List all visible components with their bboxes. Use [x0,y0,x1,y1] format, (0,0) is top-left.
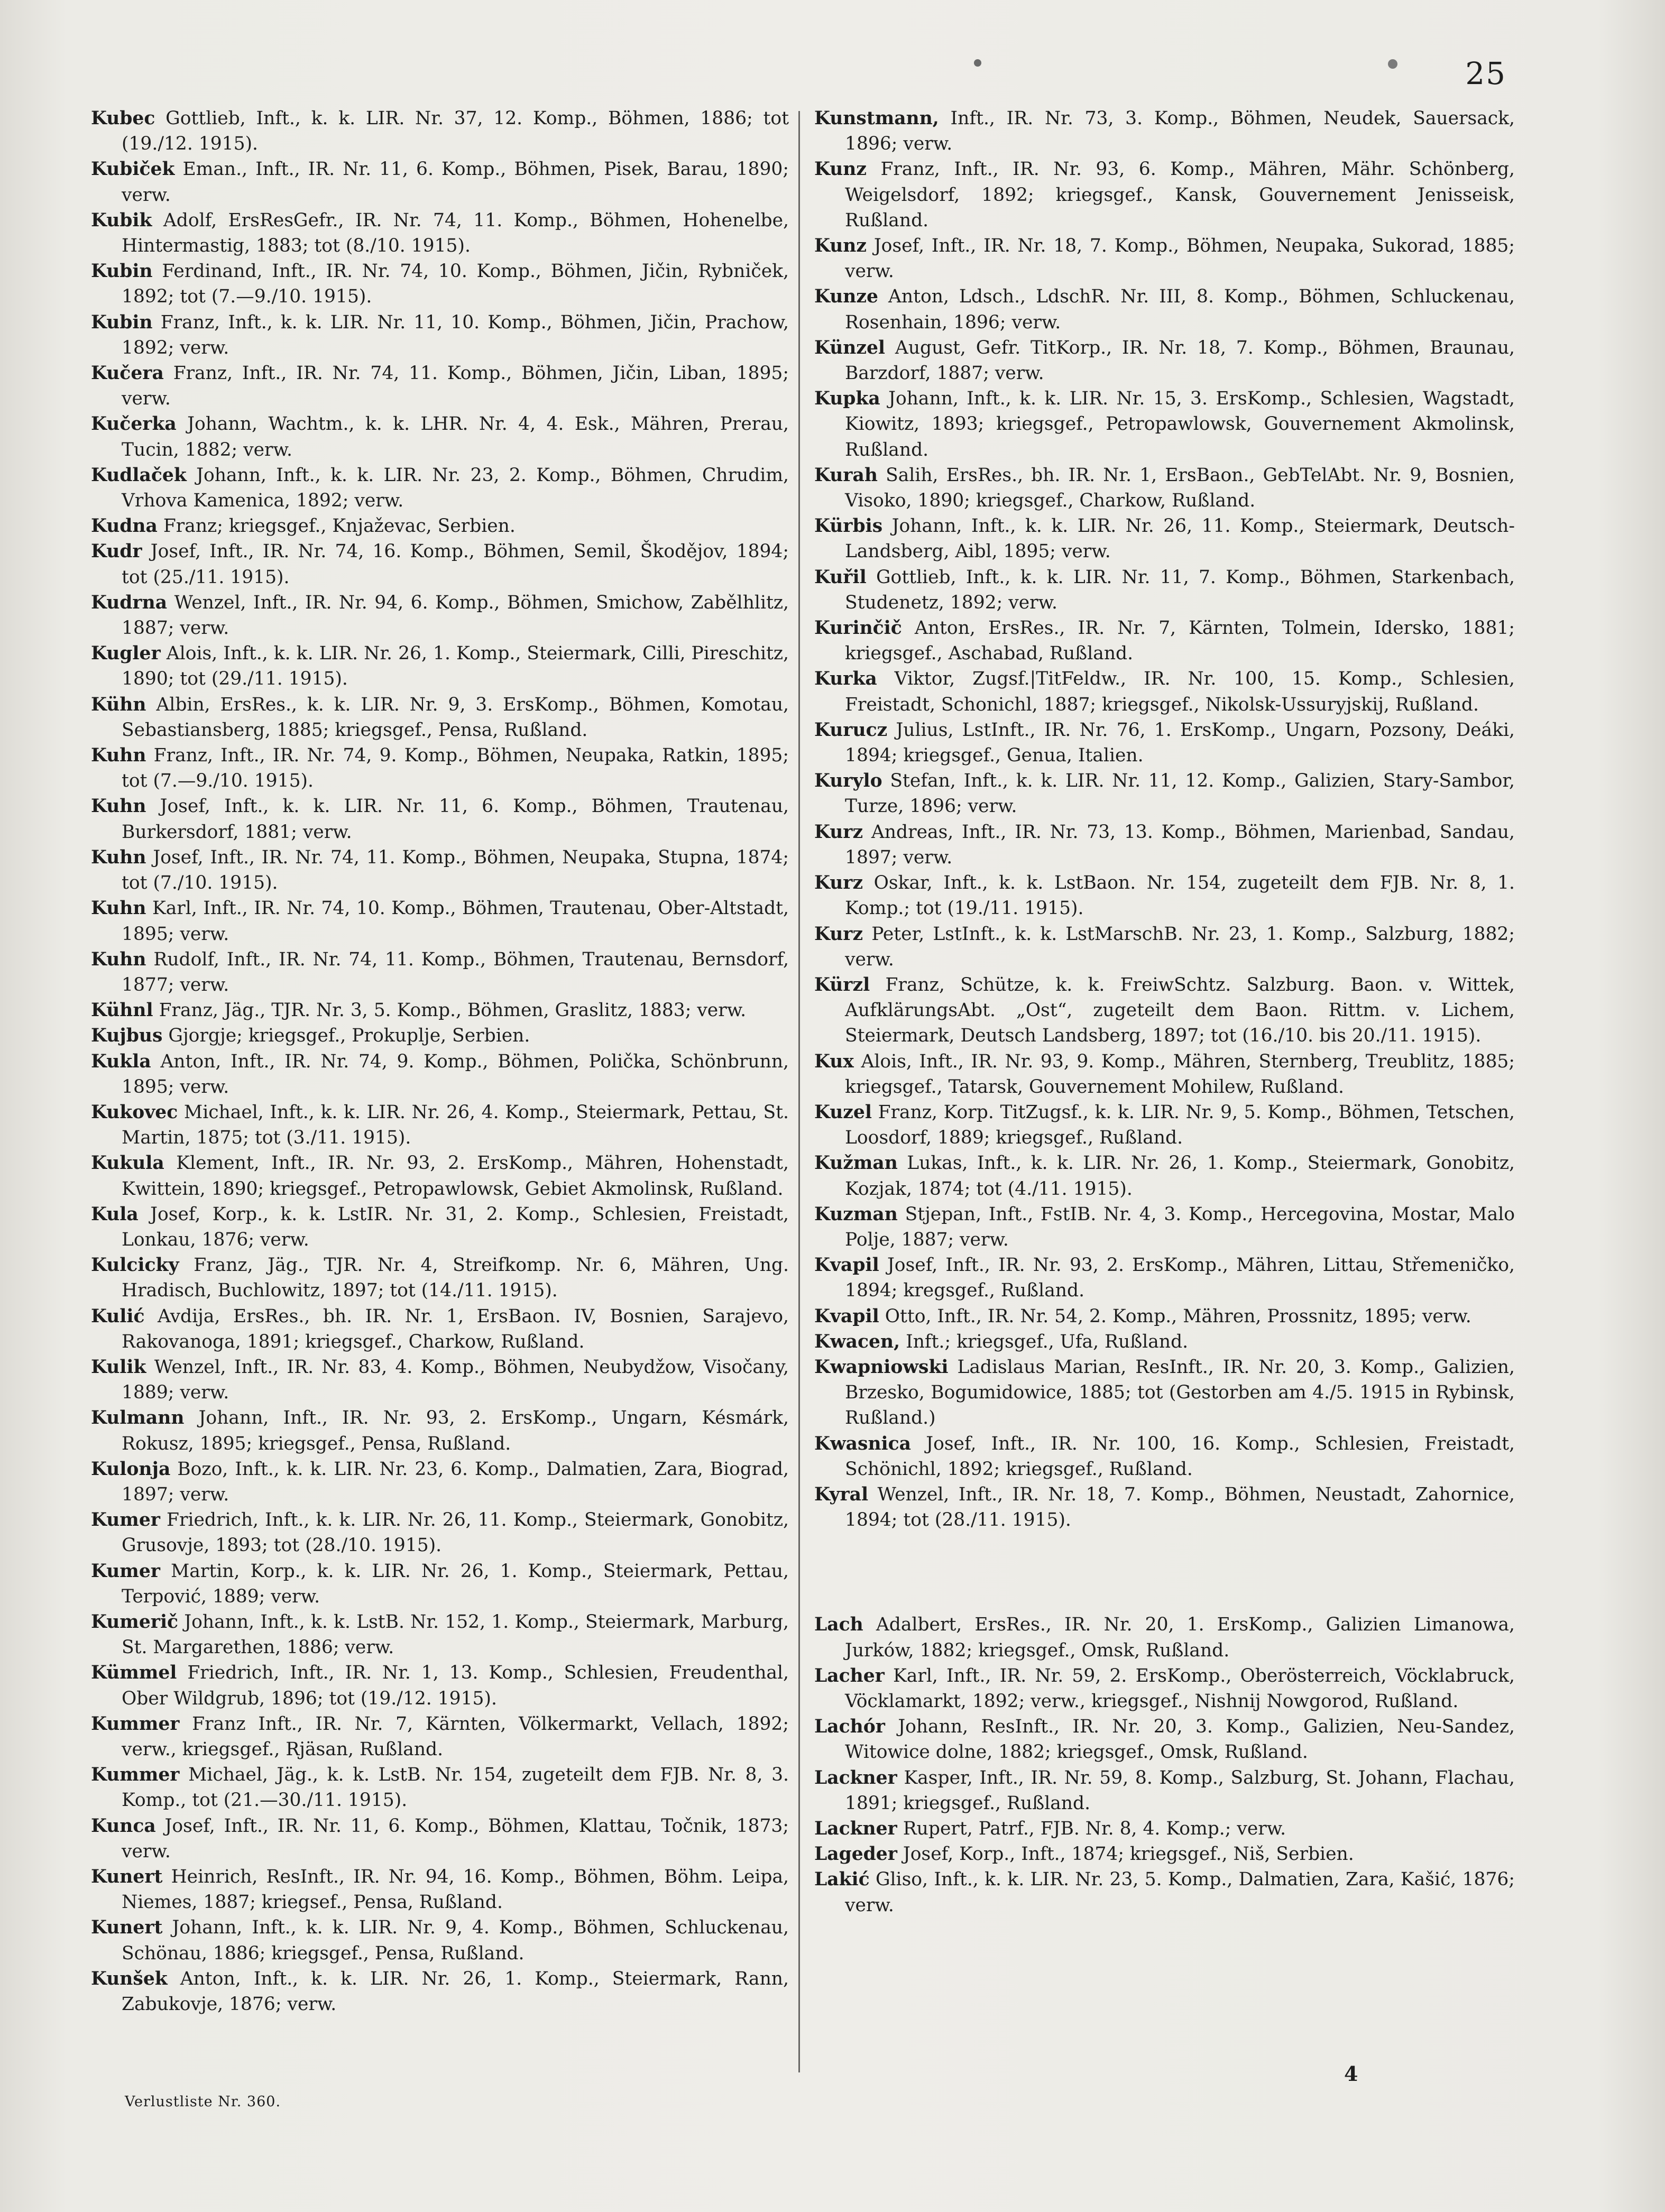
entry-details: Inft.; kriegsgef., Ufa, Rußland. [906,1331,1189,1352]
entry-surname: Kubik [91,209,152,231]
entry-surname: Kubin [91,311,153,333]
entry-surname: Kümmel [91,1662,177,1684]
entry-details: Stefan, Inft., k. k. LIR. Nr. 11, 12. Komp., Galizien, Stary-Sambor, Turze, 1896; verw. [845,770,1515,817]
entry-surname: Kumerič [91,1611,179,1633]
entry-surname: Kummer [91,1713,180,1735]
entry-surname: Kurz [814,821,863,843]
list-entry [91,1049,789,1100]
entry-surname: Kudr [91,541,142,563]
entry-details: Franz; kriegsgef., Knjaževac, Serbien. [163,515,516,537]
entry-surname: Lach [814,1614,863,1636]
entry-details: Karl, Inft., IR. Nr. 74, 10. Komp., Böhmen, Trautenau, Ober-Altstadt, 1895; verw. [122,898,789,945]
list-entry [91,1864,789,1915]
entry-details: Gottlieb, Inft., k. k. LIR. Nr. 11, 7. Komp., Böhmen, Starkenbach, Studenetz, 1892; verw. [845,566,1515,613]
entry-details: Josef, Inft., IR. Nr. 93, 2. ErsKomp., Mähren, Littau, Střemeničko, 1894; kregsgef., Rußland. [845,1255,1515,1302]
page-number: 25 [1465,56,1506,91]
list-entry [814,106,1515,156]
list-entry [814,1049,1515,1100]
list-entry [814,1329,1515,1354]
entry-surname: Kunstmann, [814,108,939,129]
entry-details: Josef, Korp., Inft., 1874; kriegsgef., Niš, Serbien. [903,1844,1354,1865]
list-entry [814,156,1515,233]
entry-details: Franz, Inft., IR. Nr. 74, 9. Komp., Böhmen, Neupaka, Ratkin, 1895; tot (7.—9./10. 1915). [122,745,789,792]
entry-surname: Kvapil [814,1305,879,1327]
list-entry [814,1816,1515,1841]
entry-details: Anton, ErsRes., IR. Nr. 7, Kärnten, Tolmein, Idersko, 1881; kriegsgef., Aschabad, Rußland. [845,617,1515,665]
entry-surname: Kudna [91,515,158,537]
entry-surname: Lackner [814,1767,897,1789]
list-entry [91,1609,789,1660]
entry-details: Kasper, Inft., IR. Nr. 59, 8. Komp., Salzburg, St. Johann, Flachau, 1891; kriegsgef., Rußland. [845,1767,1515,1814]
list-entry [91,1405,789,1456]
entry-surname: Kujbus [91,1025,163,1047]
entry-details: Johann, Inft., k. k. LIR. Nr. 15, 3. ErsKomp., Schlesien, Wagstadt, Kiowitz, 1893; kriegsgef., Petropawlowsk, Gouvernement Akmolinsk, Rußland. [845,388,1515,460]
entry-surname: Kuhn [91,846,146,868]
entry-details: Viktor, Zugsf.|TitFeldw., IR. Nr. 100, 15. Komp., Schlesien, Freistadt, Schonichl, 1887; kriegsgef., Nikolsk-Ussuryjskij, Rußland. [845,668,1515,715]
entry-details: Franz, Inft., IR. Nr. 93, 6. Komp., Mähren, Mähr. Schönberg, Weigelsdorf, 1892; kriegsgef., Kansk, Gouvernement Jenisseisk, Rußland. [845,159,1515,231]
entry-details: Gjorgje; kriegsgef., Prokuplje, Serbien. [168,1025,530,1047]
entry-surname: Kuhn [91,948,146,970]
entry-surname: Kunert [91,1866,163,1888]
entry-details: August, Gefr. TitKorp., IR. Nr. 18, 7. Komp., Böhmen, Braunau, Barzdorf, 1887; verw. [845,337,1515,384]
entry-details: Alois, Inft., k. k. LIR. Nr. 26, 1. Komp., Steiermark, Cilli, Pireschitz, 1890; tot (29./11. 1915). [122,643,789,690]
list-entry [814,463,1515,513]
entry-details: Eman., Inft., IR. Nr. 11, 6. Komp., Böhmen, Pisek, Barau, 1890; verw. [122,159,789,206]
signature-mark: 4 [1344,2062,1358,2086]
list-entry [91,361,789,411]
k-entries [814,106,1515,1533]
list-entry [814,666,1515,717]
entry-details: Josef, Inft., IR. Nr. 11, 6. Komp., Böhmen, Klattau, Točnik, 1873; verw. [122,1815,789,1862]
list-entry [91,1559,789,1609]
list-entry [814,1663,1515,1714]
entry-surname: Kurka [814,668,877,690]
entry-surname: Kunze [814,286,878,308]
list-entry [91,1150,789,1201]
entry-details: Josef, Inft., k. k. LIR. Nr. 11, 6. Komp., Böhmen, Trautenau, Burkersdorf, 1881; verw. [122,796,789,843]
list-entry [91,1813,789,1864]
list-entry [91,1457,789,1507]
entry-surname: Kukla [91,1050,151,1072]
entry-surname: Kuřil [814,566,867,588]
entry-details: Friedrich, Inft., k. k. LIR. Nr. 26, 11. Komp., Steiermark, Gonobitz, Grusovje, 1893; tot (28./10. 1915). [122,1509,789,1556]
left-column [91,106,789,2017]
list-entry [814,1150,1515,1201]
list-entry [814,284,1515,335]
entry-details: Franz, Inft., k. k. LIR. Nr. 11, 10. Komp., Böhmen, Jičin, Prachow, 1892; verw. [122,311,789,358]
list-entry [91,1762,789,1813]
entry-details: Anton, Inft., IR. Nr. 74, 9. Komp., Böhmen, Polička, Schönbrunn, 1895; verw. [122,1050,789,1098]
list-entry [91,1507,789,1558]
l-entries [814,1612,1515,1918]
entry-surname: Kurz [814,872,863,894]
entry-surname: Künzel [814,337,886,358]
entry-details: Michael, Inft., k. k. LIR. Nr. 26, 4. Komp., Steiermark, Pettau, St. Martin, 1875; tot (3./11. 1915). [122,1101,789,1149]
entry-details: Johann, Inft., k. k. LIR. Nr. 9, 4. Komp., Böhmen, Schluckenau, Schönau, 1886; kriegsgef., Pensa, Rußland. [122,1917,789,1964]
list-entry [814,1354,1515,1431]
entry-surname: Kwacen, [814,1331,900,1352]
list-entry [814,717,1515,768]
entry-surname: Kürbis [814,515,883,537]
list-entry [814,1612,1515,1663]
column-divider [798,111,800,2072]
list-entry [814,1202,1515,1252]
list-entry [91,590,789,641]
entry-details: Josef, Inft., IR. Nr. 18, 7. Komp., Böhmen, Neupaka, Sukorad, 1885; verw. [845,235,1515,282]
entry-surname: Kukula [91,1153,164,1174]
entry-details: Johann, ResInft., IR. Nr. 20, 3. Komp., Galizien, Neu-Sandez, Witowice dolne, 1882; kriegsgef., Omsk, Rußland. [845,1716,1515,1763]
entry-details: Johann, Inft., IR. Nr. 93, 2. ErsKomp., Ungarn, Késmárk, Rokusz, 1895; kriegsgef., Pensa, Rußland. [122,1407,789,1454]
entry-surname: Kyral [814,1483,869,1505]
entry-surname: Kubec [91,108,155,129]
entry-details: Johann, Inft., k. k. LIR. Nr. 23, 2. Komp., Böhmen, Chrudim, Vrhova Kamenica, 1892; verw. [122,464,789,512]
list-entry [91,998,789,1023]
list-entry [814,1867,1515,1918]
entry-details: Franz, Jäg., TJR. Nr. 3, 5. Komp., Böhmen, Graslitz, 1883; verw. [159,1000,747,1021]
entry-surname: Kummer [91,1764,180,1786]
list-entry [91,106,789,156]
list-entry [91,1100,789,1150]
list-entry [91,1304,789,1354]
list-entry [91,1711,789,1762]
entry-surname: Kudlaček [91,464,187,486]
list-entry [814,768,1515,819]
entry-surname: Kuhn [91,745,146,767]
entry-surname: Kubiček [91,159,175,180]
entry-details: Rudolf, Inft., IR. Nr. 74, 11. Komp., Böhmen, Trautenau, Bernsdorf, 1877; verw. [122,948,789,996]
entry-details: Peter, LstInft., k. k. LstMarschB. Nr. 23, 1. Komp., Salzburg, 1882; verw. [845,923,1515,970]
entry-surname: Kurucz [814,719,888,741]
list-entry [91,539,789,589]
entry-surname: Kvapil [814,1255,879,1276]
entry-surname: Kudrna [91,592,168,613]
entry-details: Josef, Korp., k. k. LstIR. Nr. 31, 2. Komp., Schlesien, Freistadt, Lonkau, 1876; verw. [122,1203,789,1250]
list-entry [91,463,789,513]
entry-surname: Kupka [814,388,880,410]
entry-surname: Kunšek [91,1968,168,1989]
list-entry [91,641,789,692]
footer-note: Verlustliste Nr. 360. [125,2094,281,2110]
entry-surname: Kunz [814,159,867,180]
list-entry [814,1100,1515,1150]
entry-details: Bozo, Inft., k. k. LIR. Nr. 23, 6. Komp., Dalmatien, Zara, Biograd, 1897; verw. [122,1458,789,1505]
entry-surname: Kulonja [91,1458,171,1480]
entry-surname: Kunert [91,1917,163,1939]
entry-details: Johann, Inft., k. k. LIR. Nr. 26, 11. Komp., Steiermark, Deutsch-Landsberg, Aibl, 1895; verw. [845,515,1515,563]
entry-surname: Kux [814,1050,854,1072]
entry-details: Albin, ErsRes., k. k. LIR. Nr. 9, 3. ErsKomp., Böhmen, Komotau, Sebastiansberg, 1885; kriegsgef., Pensa, Rußland. [122,694,789,741]
entry-surname: Kürzl [814,974,870,996]
list-entry [91,1966,789,2017]
entry-surname: Kulik [91,1356,146,1378]
entry-surname: Kužman [814,1153,898,1174]
entry-details: Adolf, ErsResGefr., IR. Nr. 74, 11. Komp., Böhmen, Hohenelbe, Hintermastig, 1883; tot (8./10. 1915). [122,209,789,257]
entry-surname: Kumer [91,1509,160,1531]
entry-details: Otto, Inft., IR. Nr. 54, 2. Komp., Mähren, Prossnitz, 1895; verw. [885,1305,1471,1327]
list-entry [91,208,789,259]
list-entry [814,972,1515,1049]
entry-surname: Kumer [91,1560,160,1582]
entry-surname: Kuhn [91,796,146,817]
list-entry [91,1915,789,1966]
entry-details: Stjepan, Inft., FstIB. Nr. 4, 3. Komp., Hercegovina, Mostar, Malo Polje, 1887; verw. [845,1203,1515,1250]
list-entry [814,1714,1515,1765]
entry-surname: Kula [91,1203,139,1225]
entry-surname: Kulmann [91,1407,185,1429]
entry-surname: Kuzman [814,1203,898,1225]
list-entry [91,411,789,462]
entry-details: Avdija, ErsRes., bh. IR. Nr. 1, ErsBaon. IV, Bosnien, Sarajevo, Rakovanoga, 1891; kriegsgef., Charkow, Rußland. [122,1305,789,1352]
list-entry [814,819,1515,870]
entry-surname: Kurylo [814,770,882,792]
list-entry [814,1482,1515,1533]
list-entry [814,921,1515,972]
list-entry [91,513,789,539]
list-entry [814,1304,1515,1329]
list-entry [814,1252,1515,1303]
list-entry [91,1354,789,1405]
entry-surname: Lacher [814,1665,885,1686]
entry-details: Ferdinand, Inft., IR. Nr. 74, 10. Komp., Böhmen, Jičin, Rybniček, 1892; tot (7.—9./10. 1915). [122,261,789,308]
entry-details: Salih, ErsRes., bh. IR. Nr. 1, ErsBaon., GebTelAbt. Nr. 9, Bosnien, Visoko, 1890; kriegsgef., Charkow, Rußland. [845,464,1515,512]
list-entry [91,947,789,998]
page-speck [974,59,981,67]
entry-details: Heinrich, ResInft., IR. Nr. 94, 16. Komp., Böhmen, Böhm. Leipa, Niemes, 1887; kriegsef., Pensa, Rußland. [122,1866,789,1913]
entry-surname: Kühn [91,694,146,715]
entry-details: Martin, Korp., k. k. LIR. Nr. 26, 1. Komp., Steiermark, Pettau, Terpović, 1889; verw. [122,1560,789,1607]
list-entry [91,1023,789,1048]
entry-surname: Kukovec [91,1101,178,1123]
list-entry [814,1765,1515,1816]
entry-surname: Lakić [814,1869,870,1891]
entry-surname: Kwasnica [814,1433,912,1454]
page-speck [1388,59,1397,69]
entry-details: Wenzel, Inft., IR. Nr. 18, 7. Komp., Böhmen, Neustadt, Zahornice, 1894; tot (28./11. 1915). [845,1483,1515,1531]
list-entry [91,1252,789,1303]
list-entry [91,259,789,309]
list-entry [814,513,1515,564]
list-entry [91,743,789,794]
entry-surname: Kurinčič [814,617,902,639]
entry-surname: Lackner [814,1818,897,1839]
list-entry [814,1431,1515,1482]
entry-details: Gliso, Inft., k. k. LIR. Nr. 23, 5. Komp., Dalmatien, Zara, Kašić, 1876; verw. [845,1869,1515,1916]
entry-surname: Kurah [814,464,878,486]
entry-surname: Lachór [814,1716,885,1738]
entry-details: Josef, Inft., IR. Nr. 74, 11. Komp., Böhmen, Neupaka, Stupna, 1874; tot (7./10. 1915). [122,846,789,894]
list-entry [91,1202,789,1252]
list-entry [91,692,789,743]
list-entry [814,1841,1515,1867]
entry-surname: Kwapniowski [814,1356,949,1378]
list-entry [91,1660,789,1711]
entry-details: Oskar, Inft., k. k. LstBaon. Nr. 154, zugeteilt dem FJB. Nr. 8, 1. Komp.; tot (19./11. 1915). [845,872,1515,919]
section-gap [814,1533,1515,1612]
entry-surname: Kugler [91,643,161,665]
list-entry [91,794,789,844]
entry-details: Franz, Schütze, k. k. FreiwSchtz. Salzburg. Baon. v. Wittek, AufklärungsAbt. „Ost“, zugeteilt dem Baon. Rittm. v. Lichem, Steiermark, Deutsch Landsberg, 1897; tot (16./10. bis 20./11. 1915). [845,974,1515,1047]
entry-details: Anton, Inft., k. k. LIR. Nr. 26, 1. Komp., Steiermark, Rann, Zabukovje, 1876; verw. [122,1968,789,2015]
entry-details: Andreas, Inft., IR. Nr. 73, 13. Komp., Böhmen, Marienbad, Sandau, 1897; verw. [845,821,1515,868]
list-entry [814,615,1515,666]
entry-surname: Kučera [91,363,164,384]
entry-details: Julius, LstInft., IR. Nr. 76, 1. ErsKomp., Ungarn, Pozsony, Deáki, 1894; kriegsgef., Genua, Italien. [845,719,1515,767]
entry-details: Michael, Jäg., k. k. LstB. Nr. 154, zugeteilt dem FJB. Nr. 8, 3. Komp., tot (21.—30./11. 1915). [122,1764,789,1811]
entry-details: Wenzel, Inft., IR. Nr. 83, 4. Komp., Böhmen, Neubydžow, Visočany, 1889; verw. [122,1356,789,1404]
entry-details: Inft., IR. Nr. 73, 3. Komp., Böhmen, Neudek, Sauersack, 1896; verw. [845,108,1515,155]
entry-details: Franz, Korp. TitZugsf., k. k. LIR. Nr. 9, 5. Komp., Böhmen, Tetschen, Loosdorf, 1889; kriegsgef., Rußland. [845,1101,1515,1149]
list-entry [814,335,1515,386]
list-entry [91,845,789,896]
entry-details: Rupert, Patrf., FJB. Nr. 8, 4. Komp.; verw. [903,1818,1286,1839]
entry-surname: Kuzel [814,1101,872,1123]
list-entry [91,156,789,207]
entry-details: Franz, Jäg., TJR. Nr. 4, Streifkomp. Nr. 6, Mähren, Ung. Hradisch, Buchlowitz, 1897; tot (14./11. 1915). [122,1255,789,1302]
list-entry [91,310,789,361]
list-entry [814,233,1515,284]
entry-details: Anton, Ldsch., LdschR. Nr. III, 8. Komp., Böhmen, Schluckenau, Rosenhain, 1896; verw. [845,286,1515,333]
entry-details: Alois, Inft., IR. Nr. 93, 9. Komp., Mähren, Sternberg, Treublitz, 1885; kriegsgef., Tatarsk, Gouvernement Mohilew, Rußland. [845,1050,1515,1098]
entry-surname: Kurz [814,923,863,945]
list-entry [814,386,1515,463]
entry-details: Franz Inft., IR. Nr. 7, Kärnten, Völkermarkt, Vellach, 1892; verw., kriegsgef., Rjäsan, Rußland. [122,1713,789,1760]
list-entry [814,565,1515,615]
entry-surname: Kunz [814,235,867,257]
entry-surname: Kunca [91,1815,156,1837]
entry-details: Josef, Inft., IR. Nr. 74, 16. Komp., Böhmen, Semil, Škodějov, 1894; tot (25./11. 1915). [122,541,789,588]
list-entry [91,896,789,946]
list-entry [814,870,1515,921]
entry-surname: Lageder [814,1844,897,1865]
entry-surname: Kulić [91,1305,145,1327]
entry-details: Friedrich, Inft., IR. Nr. 1, 13. Komp., Schlesien, Freudenthal, Ober Wildgrub, 1896; tot (19./12. 1915). [122,1662,789,1709]
entry-details: Lukas, Inft., k. k. LIR. Nr. 26, 1. Komp., Steiermark, Gonobitz, Kozjak, 1874; tot (4./11. 1915). [845,1153,1515,1200]
entry-details: Josef, Inft., IR. Nr. 100, 16. Komp., Schlesien, Freistadt, Schönichl, 1892; kriegsgef., Rußland. [845,1433,1515,1480]
entry-details: Johann, Wachtm., k. k. LHR. Nr. 4, 4. Esk., Mähren, Prerau, Tucin, 1882; verw. [122,413,789,460]
right-column [814,106,1515,1918]
entry-details: Johann, Inft., k. k. LstB. Nr. 152, 1. Komp., Steiermark, Marburg, St. Margarethen, 1886; verw. [122,1611,789,1658]
entry-surname: Kubin [91,261,153,282]
entry-surname: Kühnl [91,1000,153,1021]
entry-details: Karl, Inft., IR. Nr. 59, 2. ErsKomp., Oberösterreich, Vöcklabruck, Vöcklamarkt, 1892; verw., kriegsgef., Nishnij Nowgorod, Rußland. [845,1665,1515,1712]
entry-details: Klement, Inft., IR. Nr. 93, 2. ErsKomp., Mähren, Hohenstadt, Kwittein, 1890; kriegsgef., Petropawlowsk, Gebiet Akmolinsk, Rußland. [122,1153,789,1200]
entry-surname: Kulcicky [91,1255,179,1276]
entry-details: Adalbert, ErsRes., IR. Nr. 20, 1. ErsKomp., Galizien Limanowa, Jurków, 1882; kriegsgef., Omsk, Rußland. [845,1614,1515,1661]
entry-surname: Kučerka [91,413,177,435]
entry-details: Gottlieb, Inft., k. k. LIR. Nr. 37, 12. Komp., Böhmen, 1886; tot (19./12. 1915). [122,108,789,155]
entry-details: Franz, Inft., IR. Nr. 74, 11. Komp., Böhmen, Jičin, Liban, 1895; verw. [122,363,789,410]
entry-surname: Kuhn [91,898,146,919]
entry-details: Wenzel, Inft., IR. Nr. 94, 6. Komp., Böhmen, Smichow, Zabělhlitz, 1887; verw. [122,592,789,639]
entry-details: Ladislaus Marian, ResInft., IR. Nr. 20, 3. Komp., Galizien, Brzesko, Bogumidowice, 1885; tot (Gestorben am 4./5. 1915 in Rybinsk, Rußland.) [845,1356,1515,1429]
